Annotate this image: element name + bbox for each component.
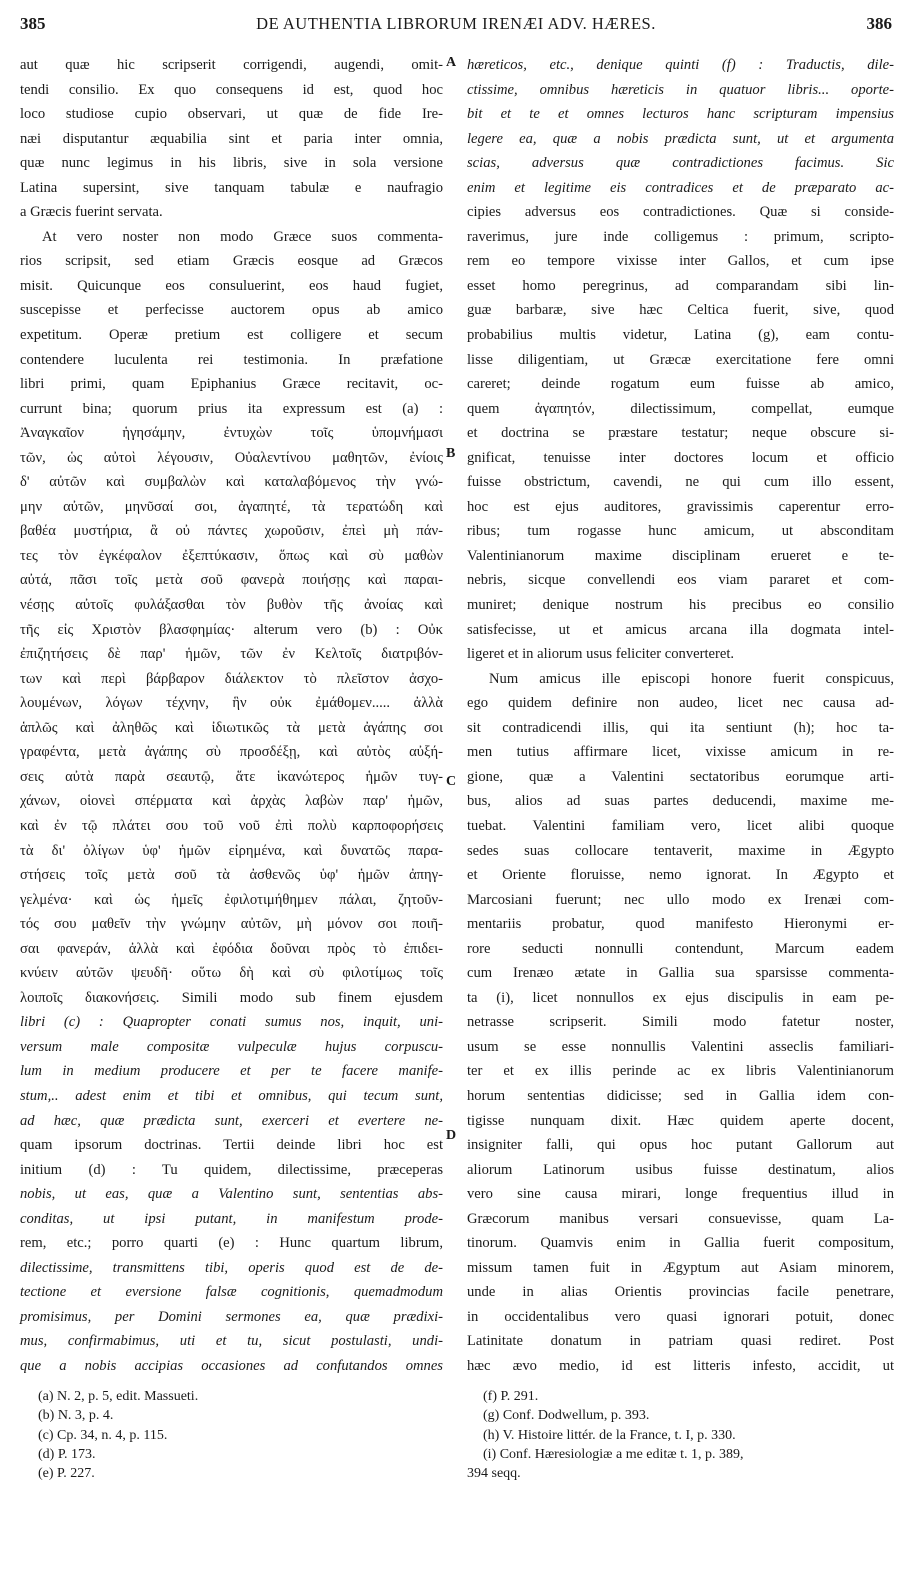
left-page-number: 385: [20, 14, 46, 33]
text-line: βαθέα μυστήρια, ἃ οὐ πάντες χωροῦσιν, ἐπεὶ μὴ πάν-: [20, 523, 443, 540]
text-line: raverimus, jure inde colligemus : primum, scripto-: [467, 228, 894, 245]
text-line: esset homo peregrinus, ad comparandam sibi lin-: [467, 277, 894, 294]
text-line: τες τὸν ἐγκέφαλον ἐξεπτύκασιν, ὅπως καὶ σὺ μαθὼν: [20, 547, 443, 564]
text-line: Ἀναγκαῖον ἡγησάμην, ἐντυχὼν τοῖς ὑπομνήμασι: [20, 425, 443, 442]
text-line: ta (i), licet nonnullos ex ejus discipulis in eam pe-: [467, 989, 894, 1006]
footnote: (f) P. 291.: [483, 1389, 539, 1404]
text-line: sedes suas collocare tentaverit, maxime in Ægypto: [467, 842, 894, 859]
text-line: rem eo tempore vixisse inter Gallos, et cum ipse: [467, 253, 894, 270]
text-line: τός σου μαθεῖν τὴν γνώμην αὐτῶν, μὴ μόνον σοι ποιῆ-: [20, 916, 443, 933]
text-line: guæ barbaræ, sive hæc Celtica fuerit, sive, quod: [467, 302, 894, 319]
text-line: currunt bina; quorum prius ita expressum est (a) :: [20, 400, 443, 417]
text-line: cipies adversus eos contradictiones. Quæ si conside-: [467, 204, 894, 221]
text-line: χάνων, οἱονεὶ σπέρματα καὶ ἀρχὰς λαβὼν παρ' ἡμῶν,: [20, 793, 443, 810]
text-line: γραφέντα, μετὰ ἀγάπης σὺ προσδέξῃ, καὶ αὐτὸς αὐξή-: [20, 744, 443, 761]
text-line: λουμένων, λόγων τέχνην, ἣν οὐκ ἐμάθομεν..... ἀλλὰ: [20, 695, 443, 712]
footnote: (e) P. 227.: [38, 1466, 95, 1482]
text-line: missum tamen fuit in Ægyptum aut Asiam minorem,: [467, 1259, 894, 1276]
footnote: 394 seqq.: [467, 1466, 521, 1482]
text-line: enim et legitime eis contradices et de præparato ac-: [467, 179, 894, 196]
text-line: contendere luculenta rei testimonia. In præfatione: [20, 351, 443, 368]
footnote: (c) Cp. 34, n. 4, p. 115.: [38, 1427, 168, 1443]
text-line: in occidentalibus vero quasi ignorari potuit, donec: [467, 1308, 894, 1325]
text-line: initium (d) : Tu quidem, dilectissime, præceperas: [20, 1161, 443, 1178]
text-line: Num amicus ille episcopi honore fuerit conspicuus,: [489, 670, 894, 687]
running-title: DE AUTHENTIA LIBRORUM IRENÆI ADV. HÆRES.: [256, 14, 656, 33]
footnote: (a) N. 2, p. 5, edit. Massueti.: [38, 1389, 199, 1404]
text-line: conditas, ut ipsi putant, in manifestum prode-: [20, 1210, 443, 1227]
text-line: tinorum. Quamvis enim in Gallia fuerit compositum,: [467, 1235, 894, 1252]
margin-letter-b: B: [446, 446, 456, 461]
text-line: αὐτά, πᾶσι τοῖς μετὰ σοῦ φανερὰ ποιήσῃς καὶ παραι-: [20, 572, 443, 589]
margin-letter-c: C: [446, 774, 457, 789]
text-line: lum in medium producere et per te facere manife-: [20, 1063, 443, 1080]
text-line: libri primi, quam Epiphanius Græce recitavit, oc-: [20, 376, 443, 393]
text-line: At vero noster non modo Græce suos commenta-: [42, 228, 443, 245]
text-line: τῶν, ὡς αὐτοὶ λέγουσιν, Οὐαλεντίνου μαθητῶν, ἐνίοις: [20, 449, 443, 466]
text-line: bit et te et omnes lecturos hanc scripturam impensius: [467, 106, 894, 123]
footnote: (b) N. 3, p. 4.: [38, 1408, 114, 1424]
text-line: των καὶ περὶ βάρβαρον διάλεκτον τὸ πλεῖστον ἀσχο-: [20, 670, 443, 687]
text-line: tectione et eversione falsæ cognitionis, quemadmodum: [20, 1284, 443, 1301]
text-line: probabilius multis videtur, Latina (g), eam contu-: [467, 327, 894, 344]
text-line: τῆς εἰς Χριστὸν βλασφημίας· alterum vero (b) : Οὐκ: [20, 621, 443, 638]
text-line: lisse diligentiam, ut Græcæ exercitatione fere omni: [467, 351, 894, 368]
text-line: scias, adversus quæ contradictiones facimus. Sic: [467, 155, 894, 172]
text-line: ego quidem definire non audeo, licet nec causa ad-: [467, 695, 894, 712]
text-line: Latina supersint, sive tanquam tabulæ e naufragio: [20, 179, 443, 196]
footnote: (h) V. Histoire littér. de la France, t. I, p. 330.: [483, 1427, 736, 1443]
text-line: aut quæ hic scripserit corrigendi, augendi, omit-: [20, 57, 443, 73]
text-line: et doctrina se præstare testatur; neque obscure si-: [467, 425, 894, 442]
text-line: promisimus, per Domini sermones ea, quæ prædixi-: [20, 1308, 443, 1325]
text-line: rios scripsit, sed etiam Græcis eosque ad Græcos: [20, 253, 443, 270]
text-line: misit. Quicunque eos consuluerint, eos haud fugiet,: [20, 277, 443, 294]
text-line: gnificat, tenuisse inter doctores locum et officio: [467, 449, 894, 466]
text-line: rore seducti nonnulli contendunt, Marcum eadem: [467, 940, 894, 957]
text-line: legere ea, quæ a nobis prædicta sunt, ut et argumenta: [467, 130, 894, 147]
text-line: σεις αὐτὰ παρὰ σεαυτῷ, ἅτε ἱκανώτερος ἡμῶν τυγ-: [20, 768, 443, 785]
text-line: careret; deinde rogatum eum fuisse ab amico,: [467, 376, 894, 393]
right-page-number: 386: [866, 14, 892, 33]
text-line: versum male compositæ vulpeculæ hujus corpuscu-: [20, 1038, 443, 1055]
text-line: dilectissime, transmittens tibi, operis quod est de de-: [20, 1259, 443, 1276]
text-line: ribus; tum rogasse hunc amicum, ut absconditam: [467, 523, 894, 540]
text-line: næi disputantur æquabilia sint et paria inter omnia,: [20, 130, 443, 147]
text-line: tendi consilio. Ex quo consequens id est, quod hoc: [20, 81, 443, 98]
text-line: libri (c) : Quapropter conati sumus nos, inquit, uni-: [20, 1014, 443, 1031]
text-line: men tutius affirmare licet, vixisse amicum in re-: [467, 744, 894, 761]
text-line: insigniter falli, qui opus hoc putant Gallorum aut: [467, 1137, 894, 1154]
text-line: στήσεις τοῖς μετὰ σοῦ τὰ ἀσθενῶς ὑφ' ἡμῶν ἀπηγ-: [20, 867, 443, 884]
text-line: Latinitate donatum in patriam quasi rediret. Post: [467, 1333, 894, 1350]
text-line: Græcorum manibus versari consuevisse, quam La-: [467, 1210, 894, 1227]
margin-letter-a: A: [446, 55, 457, 70]
footnote: (g) Conf. Dodwellum, p. 393.: [483, 1408, 650, 1424]
text-line: καὶ ἐν τῷ πλάτει σου τοῦ νοῦ ἐπὶ πολὺ καρποφορήσεις: [20, 817, 443, 834]
text-line: κνύειν αὐτῶν ψευδῆ· οὕτω δὴ καὶ σὺ φιλοτίμως τοῖς: [20, 965, 443, 982]
text-line: ligeret et in aliorum usus feliciter converteret.: [467, 646, 735, 663]
text-line: hoc est ejus auditores, gravissimis caperentur erro-: [467, 498, 894, 515]
left-column: [20, 53, 443, 1379]
text-line: hæreticos, etc., denique quinti (f) : Traductis, dile-: [467, 57, 894, 73]
text-line: horum sententias didicisse; sed in Gallia idem con-: [467, 1087, 894, 1104]
text-line: Valentinianorum maxime disciplinam erueret e te-: [467, 547, 894, 564]
footnotes-left: [38, 1387, 438, 1483]
text-line: cum Irenæo ætate in Gallia sua sparsisse commenta-: [467, 965, 894, 982]
text-line: aliorum Latinorum usibus fuisse destinatum, alios: [467, 1161, 894, 1178]
right-column: [467, 53, 894, 1379]
text-line: satisfecisse, ut et amicus arcana illa dogmata intel-: [467, 621, 894, 638]
text-line: Marcosiani fuerunt; nec ullo modo ex Irenæi com-: [467, 891, 894, 908]
text-line: vero sine causa mirari, longe frequentius illud in: [467, 1186, 894, 1203]
text-line: muniret; denique nostrum his precibus eo consilio: [467, 597, 894, 614]
text-line: ἁπλῶς καὶ ἀληθῶς καὶ ἰδιωτικῶς τὰ μετὰ ἀγάπης σοι: [20, 719, 443, 736]
text-line: tuebat. Valentini familiam vero, licet alibi quoque: [467, 817, 894, 834]
text-line: nebris, sicque convellendi eos viam pararet et com-: [467, 572, 894, 589]
text-line: σαι φανεράν, ἀλλὰ καὶ ἐφόδια δοῦναι πρὸς τὸ ἐπιδει-: [20, 940, 443, 957]
text-line: fuisse obstrictum, cavendi, ne qui cum illo essent,: [467, 474, 894, 491]
text-line: nobis, ut eas, quæ a Valentino sunt, sententias abs-: [20, 1186, 443, 1203]
text-line: suscepisse et perfecisse auctorem opus ab amico: [20, 302, 443, 319]
text-line: que a nobis accipias occasiones ad confutandos omnes: [20, 1357, 443, 1374]
text-line: quæ nunc legimus in his libris, sive in sola versione: [20, 155, 443, 172]
footnotes-right: [467, 1387, 898, 1483]
text-line: loco studiose cupio observari, ut quæ de fide Ire-: [20, 106, 443, 123]
footnote: (d) P. 173.: [38, 1446, 96, 1462]
text-line: a Græcis fuerint servata.: [20, 204, 163, 221]
footnote: (i) Conf. Hæresiologiæ a me editæ t. 1, p. 389,: [483, 1446, 744, 1462]
text-line: ter et ex illis perinde ac ex libris Valentinianorum: [467, 1063, 894, 1080]
text-line: unde in alias Orientis provincias facile penetrare,: [467, 1284, 894, 1301]
text-line: mentariis probatur, quod manifesto Hieronymi er-: [467, 916, 894, 933]
text-line: quem ἀγαπητόν, dilectissimum, compellat, eumque: [467, 400, 894, 417]
text-line: hæc ævo medio, id est litteris infesto, accidit, ut: [467, 1357, 894, 1374]
text-line: sit contradicendi illis, qui ita sentiunt (h); hoc ta-: [467, 719, 894, 736]
text-line: μην αὐτῶν, μηνῦσαί σοι, ἀγαπητέ, τὰ τερατώδη καὶ: [20, 498, 443, 515]
text-line: ἐπιζητήσεις δὲ παρ' ἡμῶν, τῶν ἐν Κελτοῖς διατριβόν-: [20, 646, 443, 663]
text-line: δ' αὐτῶν καὶ συμβαλὼν καὶ καταλαβόμενος τὴν γνώ-: [20, 474, 443, 491]
text-line: γελμένα· καὶ ὡς ἡμεῖς ἐφιλοτιμήθημεν πάλαι, ζητοῦν-: [20, 891, 443, 908]
text-line: ctissime, omnibus hæreticis in quatuor libris... oporte-: [467, 81, 894, 98]
text-line: usum se esse nonnullis Valentini asseclis familiari-: [467, 1038, 894, 1055]
text-line: et Oriente floruisse, nemo ignorat. In Ægypto et: [467, 867, 894, 884]
text-line: τὰ δι' ὀλίγων ὑφ' ἡμῶν εἰρημένα, καὶ δυνατῶς παρα-: [20, 842, 443, 859]
text-line: λοιποῖς διακονήσεις. Simili modo sub finem ejusdem: [20, 989, 443, 1006]
text-line: gione, quæ a Valentini sectatoribus eorumque arti-: [467, 768, 894, 785]
text-line: tigisse nunquam dixit. Hæc quidem aperte docent,: [467, 1112, 894, 1129]
page-header: [20, 14, 892, 40]
text-line: bus, alios ad suas partes deducendi, maxime me-: [467, 793, 894, 810]
text-line: stum,.. adest enim et tibi et omnibus, qui tecum sunt,: [20, 1087, 443, 1104]
text-line: mus, confirmabimus, uti et tu, sicut postulasti, undi-: [20, 1333, 443, 1350]
text-line: ad hæc, quæ prædicta sunt, exerceri et evertere ne-: [20, 1112, 443, 1129]
margin-letter-d: D: [446, 1128, 457, 1143]
text-line: νέσῃς αὐτοῖς φυλάξασθαι τὸν βυθὸν τῆς ἀνοίας καὶ: [20, 597, 443, 614]
text-line: netrasse scripserit. Simili modo fatetur noster,: [467, 1014, 894, 1031]
text-line: expetitum. Operæ pretium est colligere et secum: [20, 327, 443, 344]
text-line: rem, etc.; porro quarti (e) : Hunc quartum librum,: [20, 1235, 443, 1252]
text-line: quam ipsorum doctrinas. Tertii deinde libri hoc est: [20, 1137, 443, 1154]
